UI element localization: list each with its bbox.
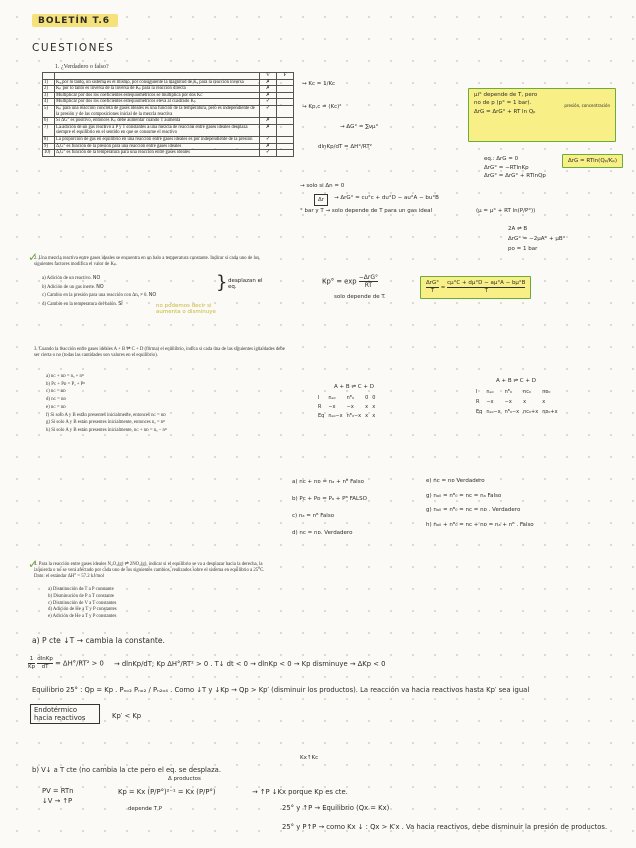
- q3-answers-right: [426, 474, 534, 532]
- table-row: I nₐ₀ nᴮ₀ nᴄ₀ nᴅ₀: [476, 389, 551, 395]
- statement-text: Multiplicar por dos los coeficientes estequiométricos se multiplica por dos Kᴄ: [55, 92, 260, 99]
- list-item: b) Adición de un gas inerte. NO: [42, 284, 104, 290]
- table-row: I nₐ₀ nᴮ₀ 0 0: [318, 395, 376, 401]
- arrow-line-3: 25° y P↑P → como Kx ↓ : Qx > K′x . Va hacia reactivos, debe disminuir la presión de productos.: [282, 823, 608, 831]
- statement-text: Si ΔG° es positivo, entonces Kₚ debe aumentar cuando T aumenta: [55, 118, 260, 125]
- ideal-gas-note: ° bar y T → solo depende de T para un gas ideal: [300, 208, 433, 214]
- page-title: BOLETÍN T.6: [32, 14, 118, 27]
- section-heading: CUESTIONES: [32, 42, 115, 54]
- q2-statement: 2. Una mezcla reactiva entre gases ideales se encuentra en un balo a temperatura constante. Indicar si cada uno de los siguientes factores modifica el valor de Kₚ.: [34, 256, 260, 268]
- kp-formula: Kp° = exp $\frac{\text{−ΔrG°}}{RT}$: [322, 274, 379, 289]
- list-item: c) nᴄ = nᴅ: [46, 389, 66, 395]
- kp-annot-top: Kx↑Kc: [300, 755, 319, 761]
- answer-mark: ✗: [260, 92, 277, 99]
- answer-mark: ✗: [260, 124, 277, 136]
- answer-mark: ✓: [260, 136, 277, 143]
- statement-text: ΔᵣG° es función de la temperatura para una reacción entre gases ideales: [55, 150, 260, 157]
- q4-items: [48, 587, 117, 621]
- table-row: 1) Kᵤ por lo tanto, un sistema es el mismo, por consiguiente la magnitud de Kᵤ para la reacción inversa ✗: [43, 79, 294, 86]
- table-row: 8) La proporción de gas en equilibrio en una reacción entre gases ideales es por independiente de la presión ✓: [43, 136, 294, 143]
- table-row: 6) Si ΔG° es positivo, entonces Kₚ debe aumentar cuando T aumenta ✗: [43, 118, 294, 125]
- row1-note: → Kc = 1/Kc: [302, 81, 336, 87]
- q1-title: 1. ¿Verdadero o falso?: [55, 64, 109, 70]
- list-item: h) nₐ₀ + nᴮ₀ = nᴄ + nᴅ = nₐ + nᴮ . Falso: [426, 521, 534, 528]
- check-icon: ✓: [28, 557, 39, 571]
- delta-r-box: Δr: [314, 194, 328, 206]
- answer-mark: ✗: [260, 79, 277, 86]
- eq-block: eq.: ΔrG = 0 ΔrG° = −RTlnKp ΔrG° = ΔrG° + RTlnQp: [484, 156, 546, 179]
- mu-formula: (μ = μ° + RT ln(P/P°)): [476, 208, 536, 214]
- kp-note: solo depende de T.: [334, 294, 386, 300]
- formula-delta-g: → ΔG° = ∑νμ°: [340, 124, 379, 130]
- answer-mark: ✗: [260, 118, 277, 125]
- list-item: b) Pᴄ + Pᴅ = Pₐ + Pᴮ FALSO: [292, 496, 367, 502]
- answer-mark: ✓: [260, 105, 277, 117]
- table-row: R −x −x x x: [476, 399, 546, 405]
- kp-annot-bottom: depende T,P: [127, 806, 163, 812]
- ice-table-b: [476, 389, 562, 419]
- list-item: e) Adición de He a T y P constantes: [48, 614, 117, 620]
- statement-text: Kₚ por lo tanto es inversa de la inversa de Kₚ para la reacción directa: [55, 86, 260, 93]
- reaction-a-eq: A + B ⇌ C + D: [334, 384, 374, 390]
- mu-standard-note-box: [468, 88, 616, 142]
- list-item: g) nₐ₀ = nᴮ₀ = nᴄ = nᴅ . Verdadero: [426, 507, 521, 513]
- kp-inequality: Kp′ < Kp: [112, 712, 142, 720]
- statement-text: Kₚ para una reacción concreta de gases ideales es una función de la temperatura, pero es independiente de la presión y de las composiciones inicial de la mezcla reactiva: [55, 105, 260, 117]
- answer-mark: ✓: [260, 99, 277, 106]
- q2-items: [42, 275, 156, 309]
- list-item: c) Disminución de V a T constantes: [48, 600, 117, 606]
- delta-rg-sum: → ΔrG° = cu°c + du°D − au°A − bu°B: [334, 195, 439, 201]
- list-item: g) Si solo A y B están presentes inicialmente, entonces nₐ = nᴮ: [46, 420, 165, 426]
- list-item: h) Si solo A y B están presentes inicialmente, nᴄ + nᴅ = nₐ − nᴮ: [46, 427, 167, 433]
- table-row: 9) ΔᵣG° es función de la presión para una reacción entre gases ideales ✗: [43, 143, 294, 150]
- q3-answers-left: [292, 474, 367, 542]
- arrow-line-1: → ↑P ↓Kx porque Kp es cte.: [252, 788, 348, 796]
- list-item: b) Disminución de P a T constante: [48, 593, 114, 599]
- statement-text: Multiplicar por dos los coeficientes estequiométricos eleva al cuadrado Kₚ: [55, 99, 260, 106]
- delta-g-over-t-box: $\frac{\text{ΔrG°}}{T}$ = $\frac{c\mu^\circ C + d\mu^\circ D - a\mu^\circ A - b\mu^\circ B}{T}$: [420, 276, 531, 299]
- table-row: 5) Kₚ para una reacción concreta de gases ideales es una función de la temperatura, pero es independiente de la presión y de las composiciones inicial de la mezcla reactiva ✓: [43, 105, 294, 117]
- brace-icon: }: [216, 272, 228, 293]
- q4a-label: a) P cte ↓T → cambia la constante.: [32, 636, 165, 645]
- statement-text: La proporción de gas en equilibrio en una reacción entre gases ideales es por independiente de la presión: [55, 136, 260, 143]
- list-item: a) Adición de un reactivo. NO: [42, 276, 101, 281]
- q3-statement: 3. Cuando la reacción entre gases ideales A + B ⇌ C + D (forma) el equilibrio, indica si cada una de las siguientes igualdades debe ser cierta o no (todas las cantidades son valores en el equilibrio).: [34, 347, 285, 359]
- table-row: 4) Multiplicar por dos los coeficientes estequiométricos eleva al cuadrado Kₚ ✓: [43, 99, 294, 106]
- vant-hoff-eq: dlnKp/dT = ΔH°/RT²: [318, 144, 372, 150]
- list-item: b) Pᴄ + Pᴅ = Pₐ + Pᴮ: [46, 381, 86, 387]
- q4b-label: b) V↓ a T cte (no cambia la cte pero el eq. se desplaza.: [32, 766, 221, 774]
- table-row: 10) ΔᵣG° es función de la temperatura para una reacción entre gases ideales ✓: [43, 150, 294, 157]
- check-icon: ✓: [28, 250, 39, 264]
- row2-note: → Kp,c = (Kc)²: [302, 104, 342, 110]
- kp-annot-small: Δ productos: [168, 776, 201, 782]
- ice-table-a: [318, 395, 379, 422]
- answer-mark: ✗: [260, 143, 277, 150]
- list-item: f) Si solo A y B están presentes inicialmente, entonces nᴄ = nᴅ: [46, 412, 166, 418]
- answer-mark: ✗: [260, 86, 277, 93]
- q3-items: [46, 373, 167, 435]
- statement-text: La adición de un gas reactivo a P y T constantes a una mezcla de reacción entre gases ideales desplaza siempre el equilibrio en el sentido en que se consume el reactivo: [55, 124, 260, 136]
- row9-note: → solo si Δn = 0: [300, 183, 345, 189]
- list-item: d) nᴄ = nᴅ. Verdadero: [292, 530, 353, 536]
- bracket-note: desplazan el eq.: [228, 278, 263, 290]
- table-row: Eq nₐ₀−x nᴮ₀−x nᴄ₀+x nᴅ₀+x: [476, 409, 558, 415]
- list-item: c) nₐ = nᴮ Falso: [292, 513, 335, 519]
- endothermic-box: Endotérmico hacia reactivos: [30, 704, 100, 724]
- table-row: R −x −x x x: [318, 404, 376, 410]
- list-item: a) nᴄ + nᴅ = nₐ + nᴮ Falso: [292, 479, 364, 485]
- yellow-note: no podemos decir si aumenta o disminuye: [156, 303, 216, 315]
- col-v-header: V: [260, 73, 277, 80]
- kp-kx-equation: Kp = Kx (P/P°)²⁻¹ = Kx (P/P°): [118, 788, 216, 796]
- reaction-example: 2A ⇌ B ΔrG° = −2μA° + μB° po = 1 bar: [508, 226, 566, 252]
- answer-mark: ✓: [260, 150, 277, 157]
- list-item: g) nₐ₀ = nᴮ₀ = nᴄ = nₐ Falso: [426, 492, 502, 499]
- equilibrium-line: Equilibrio 25° : Qp = Kp . Pₙₒ₂ Pₙₒ₂ / Pₙ₂ₒ₄ . Como ↓T y ↓Kp → Qp > Kp′ (disminuir los productos). La reacción va hacia reactivos hasta Kp′ sea igual: [32, 686, 530, 694]
- reaction-b-eq: A + B ⇌ C + D: [496, 378, 536, 384]
- table-row: 2) Kₚ por lo tanto es inversa de la inversa de Kₚ para la reacción directa ✗: [43, 86, 294, 93]
- box1-small: presión, concentración: [564, 103, 610, 108]
- list-item: a) Disminución de T a P constante: [48, 587, 114, 592]
- box1-line3: ΔrG = ΔrG° + RT ln Qₚ: [474, 109, 536, 115]
- box1-line2: no de p (p° = 1 bar).: [474, 100, 532, 106]
- table-row: 3) Multiplicar por dos los coeficientes estequiométricos se multiplica por dos Kᴄ ✗: [43, 92, 294, 99]
- pv-block: PV = RTn ↓V → ↑P: [42, 787, 74, 805]
- q4-statement: 4. Para la reacción entre gases ideales N₂O₄(g) ⇌ 2NO₂(g), indicar si el equilibrio se va a desplazar hacia la derecha, la izquierda o no se verá afectado por cada uno de los siguientes cambios, realizados sobre el sistema en equilibrio a 25°C. Dato: el estándar ΔH° = 57.2 kJ/mol: [34, 562, 265, 580]
- delta-g-q-k-box: ΔrG = RTln(Qₚ/Kₚ): [562, 154, 623, 168]
- list-item: e) nᴄ = nᴅ Verdadero: [426, 478, 485, 484]
- list-item: d) Cambio en la temperatura del balón. SÍ: [42, 301, 123, 307]
- arrow-line-2: 25° y ↑P → Equilibrio (Qx = Kx): [282, 804, 390, 812]
- statement-text: Kᵤ por lo tanto, un sistema es el mismo, por consiguiente la magnitud de Kᵤ para la reacción inversa: [55, 79, 260, 86]
- vant-hoff-line: $\frac{1}{Kp}$ $\frac{\text{dlnKp}}{dT}$ = ΔH°/RT² > 0 → dlnKp/dT; Kp ΔH°/RT² > 0 . T↓ dt < 0 → dlnKp < 0 → Kp disminuye → ΔKp < 0: [28, 656, 386, 670]
- list-item: d) nᴄ = nᴅ: [46, 397, 66, 403]
- col-f-header: F: [277, 73, 294, 80]
- box1-line1: μi° depende de T, pero: [474, 92, 538, 98]
- table-row: 7) La adición de un gas reactivo a P y T constantes a una mezcla de reacción entre gases ideales desplaza siempre el equilibrio en el sentido en que se consume el reactivo ✗: [43, 124, 294, 136]
- table-row: Eq nₐ₀−x nᴮ₀−x x x: [318, 413, 376, 419]
- statement-text: ΔᵣG° es función de la presión para una reacción entre gases ideales: [55, 143, 260, 150]
- q1-table: [42, 72, 294, 157]
- list-item: e) nᴄ = nᴅ: [46, 404, 66, 410]
- list-item: a) nᴄ + nᴅ = nₐ + nᴮ: [46, 374, 84, 379]
- list-item: d) Adición de He a T y P constantes: [48, 607, 117, 613]
- list-item: c) Cambio en la presión para una reacción con Δnᵧ ≠ 0. NO: [42, 293, 157, 299]
